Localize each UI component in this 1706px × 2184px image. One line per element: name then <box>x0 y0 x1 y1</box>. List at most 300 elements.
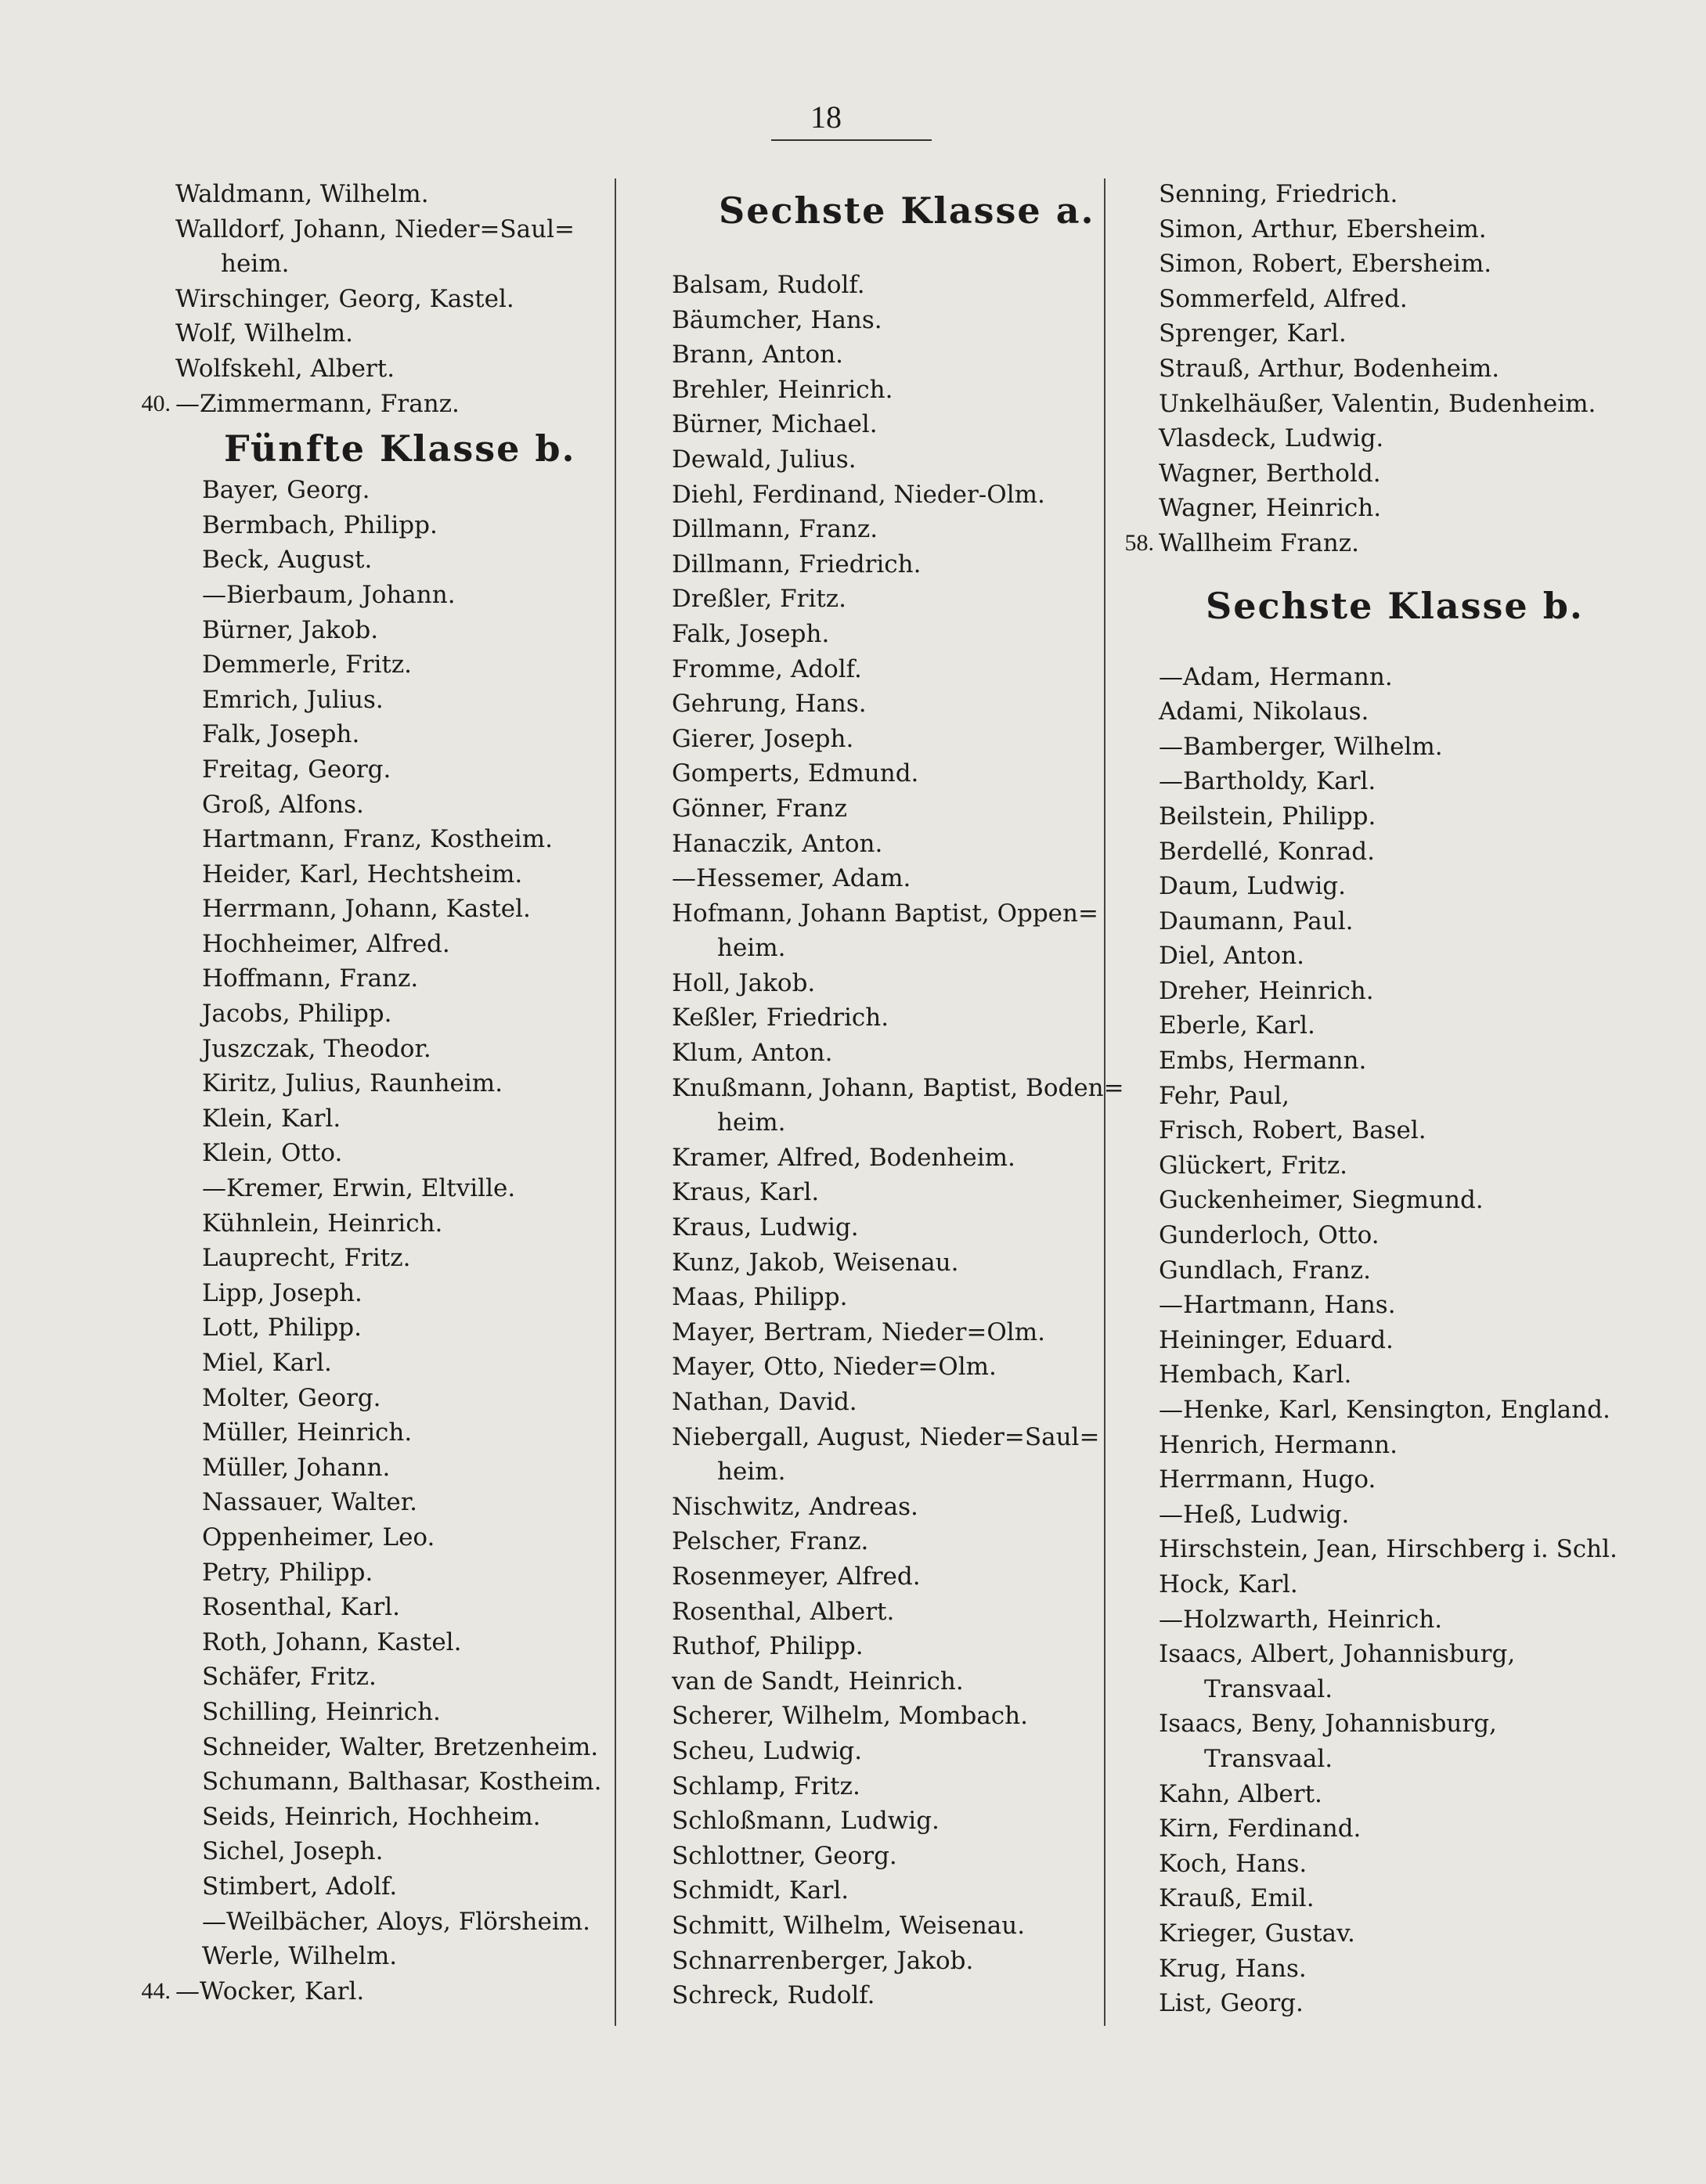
entry-name: —Kremer, Erwin, Eltville. <box>202 1174 516 1203</box>
list-item <box>175 1869 590 1905</box>
list-item <box>175 613 590 648</box>
entry-name: —Holzwarth, Heinrich. <box>1159 1605 1443 1634</box>
entry-name: Klum, Anton. <box>672 1039 833 1068</box>
entry-name: Gierer, Joseph. <box>672 724 854 753</box>
name-list <box>141 177 590 421</box>
entry-name: —Bierbaum, Johann. <box>202 580 456 609</box>
entry-name: —Adam, Hermann. <box>1159 662 1393 691</box>
list-item <box>175 683 590 718</box>
list-item <box>175 1905 590 1940</box>
class-heading: Fünfte Klasse b. <box>224 427 576 470</box>
list-item <box>175 1276 590 1311</box>
list-item <box>672 1141 1095 1176</box>
list-item <box>175 961 590 996</box>
entry-name: Schnarrenberger, Jakob. <box>672 1946 974 1975</box>
entry-name: Knußmann, Johann, Baptist, Boden= <box>672 1073 1124 1102</box>
entry-name: Bermbach, Philipp. <box>202 510 438 539</box>
list-item <box>1159 1288 1597 1323</box>
list-item <box>672 687 1095 722</box>
list-item <box>672 1315 1095 1350</box>
entry-name: Müller, Johann. <box>202 1453 391 1482</box>
list-item <box>672 1105 1095 1141</box>
entry-name: Freitag, Georg. <box>202 755 391 784</box>
entry-name: Wirschinger, Georg, Kastel. <box>175 284 514 313</box>
list-item <box>672 1245 1095 1281</box>
entry-name: —Weilbächer, Aloys, Flörsheim. <box>202 1907 591 1936</box>
entry-name: Groß, Alfons. <box>202 790 364 819</box>
entry-name: Adami, Nikolaus. <box>1159 697 1369 726</box>
entry-name: Gomperts, Edmund. <box>672 759 919 788</box>
list-item <box>1159 1462 1597 1497</box>
list-item <box>175 1695 590 1730</box>
entry-name: heim. <box>717 934 786 963</box>
list-item <box>1159 247 1597 282</box>
entry-name: Schlottner, Georg. <box>672 1841 897 1870</box>
list-item <box>1159 387 1597 422</box>
entry-name: Diehl, Ferdinand, Nieder-Olm. <box>672 480 1045 509</box>
entry-name: Falk, Joseph. <box>202 720 360 749</box>
entry-name: Schneider, Walter, Bretzenheim. <box>202 1732 599 1761</box>
list-item <box>672 756 1095 791</box>
entry-name: Walldorf, Johann, Nieder=Saul= <box>175 214 575 243</box>
list-item <box>672 442 1095 478</box>
entry-name: Kraus, Ludwig. <box>672 1213 859 1242</box>
list-item <box>672 1524 1095 1559</box>
entry-name: Oppenheimer, Leo. <box>202 1523 435 1552</box>
entry-name: Seids, Heinrich, Hochheim. <box>202 1802 541 1831</box>
entry-name: Dewald, Julius. <box>672 445 857 474</box>
list-item <box>175 857 590 892</box>
entry-name: Mayer, Otto, Nieder=Olm. <box>672 1353 997 1382</box>
list-item <box>1159 1567 1597 1602</box>
entry-name: Krauß, Emil. <box>1159 1884 1315 1913</box>
entry-name: Ruthof, Philipp. <box>672 1632 864 1661</box>
list-item <box>175 822 590 857</box>
list-item <box>175 1415 590 1451</box>
entry-name: —Wocker, Karl. <box>175 1977 365 2006</box>
entry-name: Wallheim Franz. <box>1159 528 1359 557</box>
list-item <box>175 473 590 508</box>
entry-name: Kirn, Ferdinand. <box>1159 1815 1362 1843</box>
entry-name: Hanaczik, Anton. <box>672 829 883 858</box>
list-item <box>175 1310 590 1346</box>
entry-name: Gunderloch, Otto. <box>1159 1221 1380 1250</box>
list-item <box>175 717 590 752</box>
list-item <box>1159 1428 1597 1463</box>
entry-name: Transvaal. <box>1204 1744 1333 1773</box>
list-item <box>1159 834 1597 870</box>
list-item <box>672 1699 1095 1734</box>
entry-name: Herrmann, Hugo. <box>1159 1465 1376 1494</box>
entry-name: Brann, Anton. <box>672 341 844 369</box>
list-item <box>672 1839 1095 1874</box>
list-item <box>175 1136 590 1171</box>
list-item <box>175 892 590 927</box>
entry-name: Balsam, Rudolf. <box>672 271 865 299</box>
entry-name: Beck, August. <box>202 546 373 575</box>
page-number-rule <box>771 139 932 141</box>
list-item <box>672 1559 1095 1595</box>
list-item <box>1159 1532 1618 1567</box>
list-item <box>1159 1602 1597 1638</box>
list-item <box>672 791 1095 827</box>
column-divider-1 <box>615 178 616 2026</box>
entry-name: Bäumcher, Hans. <box>672 305 882 334</box>
entry-name: Schmidt, Karl. <box>672 1876 849 1905</box>
list-item <box>175 578 590 613</box>
entry-name: Simon, Arthur, Ebersheim. <box>1159 214 1487 243</box>
list-item <box>672 1385 1095 1420</box>
entry-name: Jacobs, Philipp. <box>202 1000 392 1029</box>
name-list <box>1124 177 1597 561</box>
entry-name: Juszczak, Theodor. <box>202 1034 431 1063</box>
list-item <box>175 787 590 823</box>
list-item <box>1159 1183 1597 1218</box>
column-3 <box>1124 177 1618 2021</box>
list-item <box>672 861 1095 896</box>
list-item <box>672 478 1095 513</box>
list-item <box>1159 1357 1597 1393</box>
entry-name: Wolf, Wilhelm. <box>175 319 354 348</box>
list-item <box>672 1873 1095 1908</box>
list-item <box>1159 1113 1597 1148</box>
entry-name: Hartmann, Franz, Kostheim. <box>202 825 553 854</box>
entry-name: Nischwitz, Andreas. <box>672 1492 918 1521</box>
list-item <box>1159 1672 1597 1707</box>
list-item <box>1159 177 1597 212</box>
entry-name: van de Sandt, Heinrich. <box>672 1667 964 1696</box>
entry-name: —Hessemer, Adam. <box>672 864 911 893</box>
entry-name: Schreck, Rudolf. <box>672 1981 875 2010</box>
entry-name: Kiritz, Julius, Raunheim. <box>202 1069 503 1098</box>
list-item <box>1159 456 1597 492</box>
list-item <box>175 282 590 317</box>
list-item <box>175 1206 590 1242</box>
entry-name: Koch, Hans. <box>1159 1849 1307 1878</box>
list-item <box>1159 1253 1597 1288</box>
entry-name: Beilstein, Philipp. <box>1159 802 1376 831</box>
list-item <box>1159 316 1597 351</box>
entry-name: Fehr, Paul, <box>1159 1081 1289 1110</box>
entry-name: Gehrung, Hans. <box>672 690 867 719</box>
list-item <box>1159 1986 1597 2021</box>
list-item <box>672 896 1098 932</box>
entry-name: heim. <box>717 1458 786 1487</box>
entry-name: Schumann, Balthasar, Kostheim. <box>202 1768 602 1797</box>
list-item <box>672 966 1095 1001</box>
list-item <box>672 1210 1095 1245</box>
entry-name: Hofmann, Johann Baptist, Oppen= <box>672 899 1098 928</box>
entry-name: Dillmann, Franz. <box>672 515 878 544</box>
entry-name: Waldmann, Wilhelm. <box>175 180 429 208</box>
list-item <box>175 177 590 212</box>
entry-name: Krug, Hans. <box>1159 1954 1307 1983</box>
list-item <box>672 582 1095 617</box>
list-item <box>672 1734 1095 1769</box>
list-item <box>141 1974 590 2009</box>
list-item <box>1159 1777 1597 1812</box>
entry-name: Bürner, Michael. <box>672 410 878 439</box>
entry-name: Falk, Joseph. <box>672 619 830 648</box>
entry-name: Roth, Johann, Kastel. <box>202 1627 462 1656</box>
entry-count: 40. <box>141 390 171 416</box>
list-item <box>1159 869 1597 904</box>
list-item <box>1159 1952 1597 1987</box>
list-item <box>175 1032 590 1067</box>
list-item <box>672 1350 1095 1385</box>
entry-name: Nathan, David. <box>672 1388 857 1416</box>
entry-name: Glückert, Fritz. <box>1159 1151 1348 1180</box>
list-item <box>672 1420 1100 1455</box>
list-item <box>175 996 590 1032</box>
entry-name: Miel, Karl. <box>202 1349 332 1377</box>
column-divider-2 <box>1104 178 1105 2026</box>
entry-name: Klein, Otto. <box>202 1139 343 1168</box>
entry-name: Bürner, Jakob. <box>202 615 379 644</box>
entry-name: Kühnlein, Heinrich. <box>202 1209 443 1238</box>
list-item <box>175 1451 590 1486</box>
entry-name: Hochheimer, Alfred. <box>202 929 450 958</box>
list-item <box>672 1490 1095 1525</box>
list-item <box>672 303 1095 338</box>
list-item <box>1159 1847 1597 1882</box>
name-list <box>672 268 1124 2013</box>
entry-name: Dillmann, Friedrich. <box>672 550 922 578</box>
list-item <box>672 1595 1095 1630</box>
list-item <box>672 1908 1095 1944</box>
list-item <box>1159 1637 1597 1672</box>
list-item <box>175 1485 590 1520</box>
entry-name: Werle, Wilhelm. <box>202 1942 398 1971</box>
entry-name: Guckenheimer, Siegmund. <box>1159 1186 1484 1215</box>
list-item <box>175 1066 590 1101</box>
list-item <box>175 1625 590 1660</box>
list-item <box>1159 939 1597 974</box>
entry-name: Lott, Philipp. <box>202 1314 362 1342</box>
entry-name: Kraus, Karl. <box>672 1178 820 1207</box>
entry-name: Lipp, Joseph. <box>202 1278 362 1307</box>
entry-name: —Heß, Ludwig. <box>1159 1500 1350 1529</box>
entry-count: 44. <box>141 1977 171 2004</box>
entry-name: Herrmann, Johann, Kastel. <box>202 895 531 924</box>
list-item <box>1159 212 1597 247</box>
entry-name: Molter, Georg. <box>202 1383 381 1412</box>
list-item <box>672 1280 1095 1315</box>
list-item <box>1159 351 1597 387</box>
list-item <box>672 1664 1095 1699</box>
list-item <box>1159 660 1597 695</box>
entry-name: Eberle, Karl. <box>1159 1011 1315 1040</box>
list-item <box>1159 694 1597 730</box>
entry-name: Daumann, Paul. <box>1159 906 1354 935</box>
list-item <box>1159 764 1597 799</box>
entry-name: Klein, Karl. <box>202 1104 341 1133</box>
list-item <box>175 1939 590 1974</box>
entry-name: Brehler, Heinrich. <box>672 375 893 404</box>
list-item <box>1159 421 1597 456</box>
entry-name: heim. <box>221 250 290 279</box>
list-item <box>175 1101 590 1137</box>
entry-name: Gönner, Franz <box>672 794 847 823</box>
list-item <box>175 247 590 282</box>
entry-name: Wagner, Heinrich. <box>1159 494 1382 523</box>
list-item <box>672 617 1095 652</box>
list-item <box>175 647 590 683</box>
entry-name: Kahn, Albert. <box>1159 1779 1322 1808</box>
list-item <box>1159 1393 1610 1428</box>
entry-name: Hembach, Karl. <box>1159 1360 1352 1389</box>
entry-name: Henrich, Hermann. <box>1159 1430 1398 1459</box>
entry-name: —Bartholdy, Karl. <box>1159 767 1376 796</box>
entry-name: Dreher, Heinrich. <box>1159 976 1374 1005</box>
list-item <box>175 316 590 351</box>
list-item <box>1159 1706 1597 1742</box>
list-item <box>672 512 1095 547</box>
list-item <box>175 927 590 962</box>
list-item <box>175 212 590 247</box>
list-item <box>672 652 1095 687</box>
list-item <box>672 1978 1095 2013</box>
column-1 <box>141 177 602 2009</box>
list-item <box>1159 730 1597 765</box>
entry-name: Heininger, Eduard. <box>1159 1325 1394 1354</box>
entry-name: Schlamp, Fritz. <box>672 1771 860 1800</box>
entry-name: Sprenger, Karl. <box>1159 319 1347 348</box>
entry-name: Pelscher, Franz. <box>672 1527 869 1556</box>
list-item <box>672 337 1095 373</box>
entry-name: Vlasdeck, Ludwig. <box>1159 424 1384 453</box>
list-item <box>1159 1218 1597 1253</box>
entry-name: Kramer, Alfred, Bodenheim. <box>672 1143 1015 1172</box>
entry-name: Kunz, Jakob, Weisenau. <box>672 1248 959 1277</box>
entry-name: —Hartmann, Hans. <box>1159 1291 1396 1320</box>
list-item <box>672 1000 1095 1036</box>
list-item <box>175 351 590 387</box>
list-item <box>1159 1916 1597 1952</box>
list-item <box>672 931 1095 966</box>
entry-name: Scherer, Wilhelm, Mombach. <box>672 1702 1028 1731</box>
entry-name: Müller, Heinrich. <box>202 1418 413 1447</box>
list-item <box>672 373 1095 408</box>
entry-name: Stimbert, Adolf. <box>202 1872 398 1901</box>
entry-name: Schilling, Heinrich. <box>202 1697 441 1726</box>
list-item <box>175 1590 590 1625</box>
entry-name: Maas, Philipp. <box>672 1283 848 1312</box>
entry-name: —Henke, Karl, Kensington, England. <box>1159 1396 1610 1424</box>
entry-name: Emrich, Julius. <box>202 685 384 714</box>
entry-name: Diel, Anton. <box>1159 942 1305 971</box>
entry-name: Frisch, Robert, Basel. <box>1159 1116 1426 1145</box>
entry-name: Keßler, Friedrich. <box>672 1004 889 1033</box>
list-item <box>672 1071 1124 1106</box>
list-item <box>175 1730 599 1765</box>
entry-name: Embs, Hermann. <box>1159 1047 1367 1076</box>
list-item <box>672 1629 1095 1664</box>
list-item <box>175 1555 590 1591</box>
list-item <box>672 1804 1095 1839</box>
list-item <box>175 1834 590 1869</box>
entry-name: Petry, Philipp. <box>202 1558 373 1587</box>
entry-name: Hock, Karl. <box>1159 1570 1298 1598</box>
entry-name: Rosenthal, Albert. <box>672 1597 895 1626</box>
entry-name: Schloßmann, Ludwig. <box>672 1807 940 1836</box>
entry-name: Rosenthal, Karl. <box>202 1593 400 1622</box>
entry-count: 58. <box>1124 529 1154 556</box>
entry-name: Sichel, Joseph. <box>202 1837 384 1866</box>
list-item <box>1159 1079 1597 1114</box>
list-item <box>672 1175 1095 1210</box>
entry-name: —Zimmermann, Franz. <box>175 389 460 418</box>
entry-name: Heider, Karl, Hechtsheim. <box>202 860 523 888</box>
list-item <box>1159 491 1597 526</box>
entry-name: Lauprecht, Fritz. <box>202 1244 411 1273</box>
entry-name: Hirschstein, Jean, Hirschberg i. Schl. <box>1159 1535 1618 1564</box>
entry-name: Simon, Robert, Ebersheim. <box>1159 250 1492 279</box>
list-item <box>672 407 1095 442</box>
list-item <box>1159 1008 1597 1043</box>
entry-name: Schmitt, Wilhelm, Weisenau. <box>672 1911 1026 1940</box>
entry-name: Holl, Jakob. <box>672 968 816 997</box>
list-item <box>1159 1148 1597 1184</box>
entry-name: Transvaal. <box>1204 1674 1333 1703</box>
class-heading: Sechste Klasse a. <box>719 189 1095 232</box>
list-item <box>1159 799 1597 834</box>
list-item <box>175 508 590 543</box>
entry-name: Strauß, Arthur, Bodenheim. <box>1159 354 1500 383</box>
entry-name: Daum, Ludwig. <box>1159 872 1346 901</box>
list-item <box>1159 1323 1597 1358</box>
list-item <box>175 1381 590 1416</box>
entry-name: List, Georg. <box>1159 1989 1304 2018</box>
list-item <box>1159 1742 1597 1777</box>
list-item <box>672 1454 1095 1490</box>
list-item <box>175 1800 590 1835</box>
list-item <box>175 1346 590 1381</box>
page-number: 18 <box>810 99 842 135</box>
list-item <box>175 1241 590 1276</box>
list-item <box>141 387 590 422</box>
list-item <box>672 1944 1095 1979</box>
entry-name: Demmerle, Fritz. <box>202 651 413 679</box>
entry-name: Rosenmeyer, Alfred. <box>672 1562 921 1591</box>
entry-name: Wagner, Berthold. <box>1159 459 1381 488</box>
list-item <box>672 1036 1095 1071</box>
list-item <box>672 268 1095 303</box>
list-item <box>1159 904 1597 939</box>
class-heading: Sechste Klasse b. <box>1206 584 1584 627</box>
list-item <box>1159 974 1597 1009</box>
entry-name: Scheu, Ludwig. <box>672 1736 863 1765</box>
entry-name: —Bamberger, Wilhelm. <box>1159 732 1443 761</box>
list-item <box>175 1660 590 1695</box>
entry-name: Isaacs, Albert, Johannisburg, <box>1159 1640 1516 1669</box>
list-item <box>1159 1811 1597 1847</box>
list-item <box>1124 526 1597 561</box>
list-item <box>1159 1497 1597 1533</box>
list-item <box>175 1171 590 1206</box>
entry-name: Krieger, Gustav. <box>1159 1919 1355 1948</box>
entry-name: heim. <box>717 1108 786 1137</box>
entry-name: Hoffmann, Franz. <box>202 964 419 993</box>
entry-name: Gundlach, Franz. <box>1159 1256 1371 1285</box>
list-item <box>175 1520 590 1555</box>
entry-name: Isaacs, Beny, Johannisburg, <box>1159 1710 1497 1739</box>
entry-name: Senning, Friedrich. <box>1159 180 1398 208</box>
list-item <box>175 752 590 787</box>
entry-name: Nassauer, Walter. <box>202 1488 417 1517</box>
list-item <box>672 547 1095 582</box>
entry-name: Schäfer, Fritz. <box>202 1663 377 1692</box>
